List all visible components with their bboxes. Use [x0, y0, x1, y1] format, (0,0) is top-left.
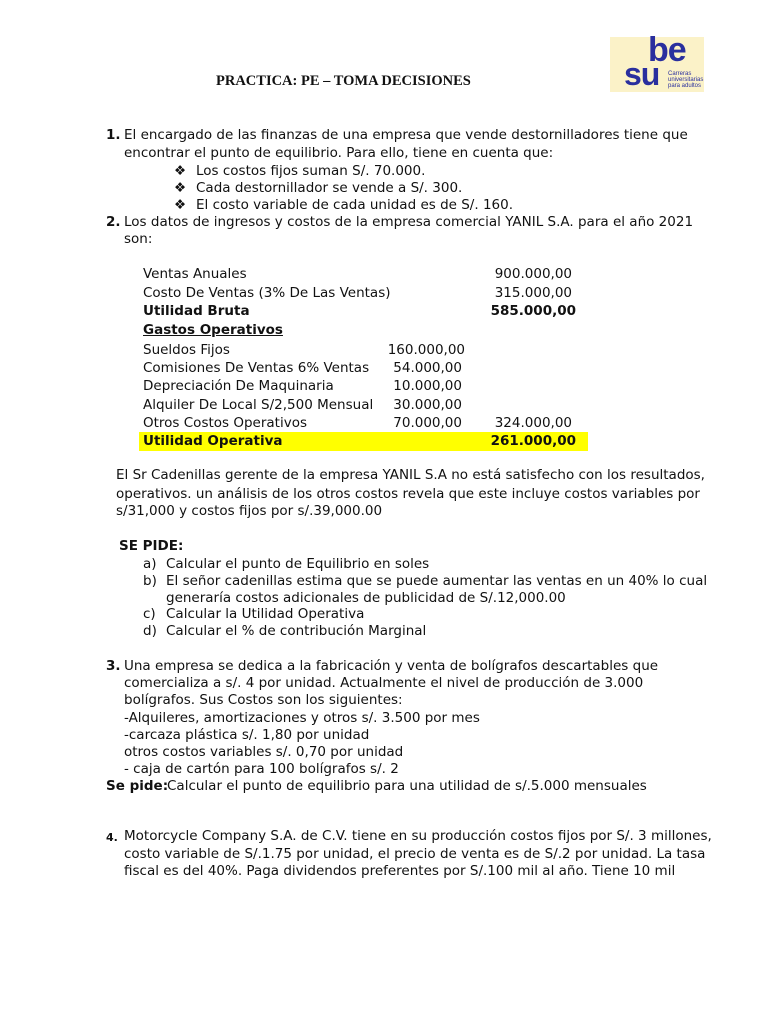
item-letter: d)	[143, 623, 157, 639]
table-value: 315.000,00	[494, 285, 572, 301]
q2-line: Los datos de ingresos y costos de la empresa comercial YANIL S.A. para el año 2021	[124, 214, 694, 230]
item-text: Calcular el punto de Equilibrio en soles	[166, 556, 430, 572]
se-pide-heading: SE PIDE:	[119, 538, 184, 554]
q2-paragraph-line: El Sr Cadenillas gerente de la empresa YANIL S.A no está satisfecho con los resultados,	[116, 467, 705, 483]
bullet-icon: ❖	[174, 197, 187, 213]
table-value: 54.000,00	[393, 360, 462, 376]
item-letter: b)	[143, 573, 157, 589]
logo-text-be: be	[648, 31, 686, 69]
q2-paragraph-line: s/31,000 y costos fijos por s/.39,000.00	[116, 503, 383, 519]
q3-number: 3.	[106, 658, 121, 674]
q1-bullet: Cada destornillador se vende a S/. 300.	[196, 180, 463, 196]
item-text: Calcular la Utilidad Operativa	[166, 606, 365, 622]
table-value: 324.000,00	[494, 415, 572, 431]
table-label: Alquiler De Local S/2,500 Mensual	[143, 397, 374, 413]
table-value: 160.000,00	[387, 342, 465, 358]
page-title: PRACTICA: PE – TOMA DECISIONES	[216, 73, 471, 89]
q3-line: otros costos variables s/. 0,70 por unidad	[124, 744, 404, 760]
logo-tagline: Carreras universitarias para adultos	[668, 71, 704, 89]
q3-se-pide-label: Se pide:	[106, 778, 169, 794]
q3-line: -Alquileres, amortizaciones y otros s/. 3.500 por mes	[124, 710, 480, 726]
table-label: Ventas Anuales	[143, 266, 247, 282]
item-letter: c)	[143, 606, 156, 622]
item-text: generaría costos adicionales de publicidad de S/.12,000.00	[166, 590, 566, 606]
table-section-heading: Gastos Operativos	[143, 322, 283, 338]
q1-line: encontrar el punto de equilibrio. Para ello, tiene en cuenta que:	[124, 145, 554, 161]
table-label: Costo De Ventas (3% De Las Ventas)	[143, 285, 391, 301]
q1-number: 1.	[106, 127, 121, 143]
q2-line: son:	[124, 231, 153, 247]
q1-bullet: Los costos fijos suman S/. 70.000.	[196, 163, 426, 179]
q3-line: Una empresa se dedica a la fabricación y venta de bolígrafos descartables que	[124, 658, 659, 674]
table-label: Comisiones De Ventas 6% Ventas	[143, 360, 370, 376]
q4-line: fiscal es del 40%. Paga dividendos preferentes por S/.100 mil al año. Tiene 10 mil	[124, 863, 676, 879]
sube-logo	[610, 31, 704, 92]
q4-line: costo variable de S/.1.75 por unidad, el precio de venta es de S/.2 por unidad. La tasa	[124, 846, 706, 862]
table-label: Depreciación De Maquinaria	[143, 378, 334, 394]
q3-line: -carcaza plástica s/. 1,80 por unidad	[124, 727, 370, 743]
q1-line: El encargado de las finanzas de una empresa que vende destornilladores tiene que	[124, 127, 688, 143]
table-label: Sueldos Fijos	[143, 342, 230, 358]
table-label: Utilidad Operativa	[143, 433, 283, 449]
bullet-icon: ❖	[174, 180, 187, 196]
q3-se-pide-text: Calcular el punto de equilibrio para una utilidad de s/.5.000 mensuales	[167, 778, 647, 794]
table-value: 900.000,00	[494, 266, 572, 282]
q3-line: - caja de cartón para 100 bolígrafos s/. 2	[124, 761, 399, 777]
item-text: El señor cadenillas estima que se puede aumentar las ventas en un 40% lo cual	[166, 573, 708, 589]
table-value: 10.000,00	[393, 378, 462, 394]
table-value: 30.000,00	[393, 397, 462, 413]
table-value: 585.000,00	[490, 303, 576, 319]
q4-line: Motorcycle Company S.A. de C.V. tiene en su producción costos fijos por S/. 3 millones,	[124, 828, 712, 844]
q4-number: 4.	[106, 831, 118, 844]
table-value: 261.000,00	[490, 433, 576, 449]
bullet-icon: ❖	[174, 163, 187, 179]
table-value: 70.000,00	[393, 415, 462, 431]
q2-number: 2.	[106, 214, 121, 230]
item-letter: a)	[143, 556, 157, 572]
table-label: Otros Costos Operativos	[143, 415, 308, 431]
logo-text-su: su	[624, 56, 660, 92]
q1-bullet: El costo variable de cada unidad es de S/. 160.	[196, 197, 513, 213]
table-label: Utilidad Bruta	[143, 303, 250, 319]
q3-line: bolígrafos. Sus Costos son los siguientes:	[124, 692, 403, 708]
item-text: Calcular el % de contribución Marginal	[166, 623, 427, 639]
q3-line: comercializa a s/. 4 por unidad. Actualmente el nivel de producción de 3.000	[124, 675, 644, 691]
q2-paragraph-line: operativos. un análisis de los otros costos revela que este incluye costos variables por	[116, 486, 700, 502]
